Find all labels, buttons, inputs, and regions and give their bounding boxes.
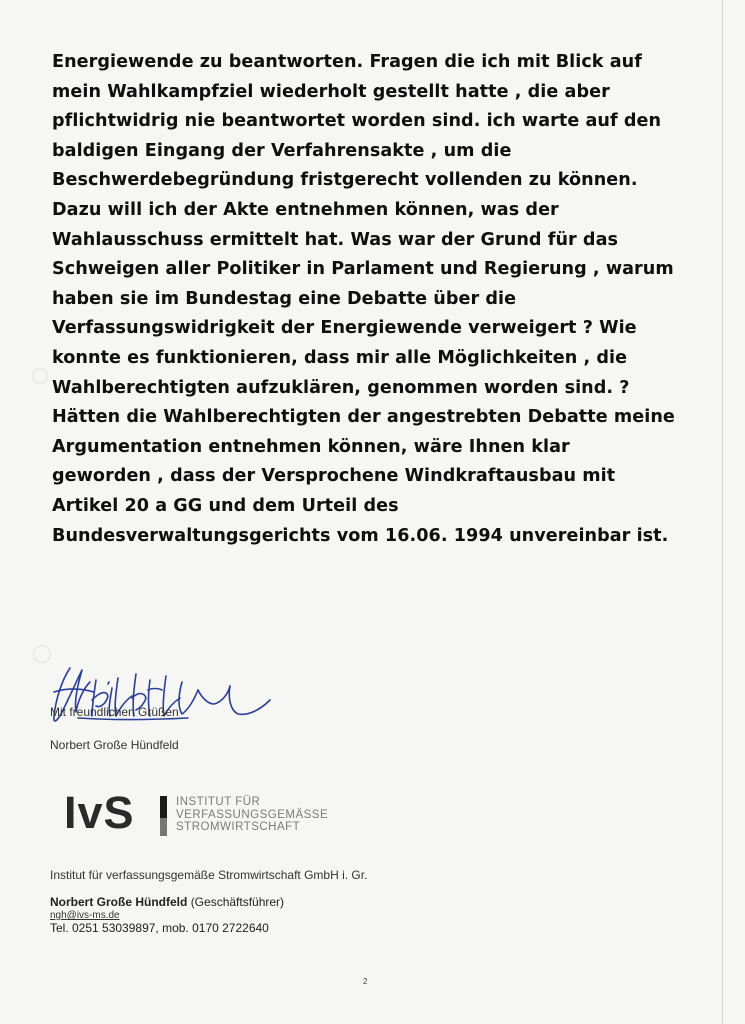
contact-phone: Tel. 0251 53039897, mob. 0170 2722640 <box>50 921 269 935</box>
contact-block <box>50 896 284 935</box>
letter-body <box>52 48 712 551</box>
body-line: Dazu will ich der Akte entnehmen können, was der <box>52 199 559 220</box>
body-line: Artikel 20 a GG und dem Urteil des <box>52 495 399 516</box>
ivs-logo <box>64 787 354 840</box>
logo-bar <box>160 818 167 836</box>
sender-name: Norbert Große Hündfeld <box>50 738 179 752</box>
body-line: Beschwerdebegründung fristgerecht vollenden zu können. <box>52 170 638 191</box>
logo-wordmark <box>176 796 328 834</box>
body-line: Verfassungswidrigkeit der Energiewende verweigert ? Wie <box>52 318 637 339</box>
closing-salutation: Mit freundlichen Grüßen <box>50 705 179 719</box>
page-number: 2 <box>363 977 368 986</box>
company-name: Institut für verfassungsgemäße Stromwirtschaft GmbH i. Gr. <box>50 868 368 882</box>
body-line: haben sie im Bundestag eine Debatte über die <box>52 288 517 309</box>
body-line: pflichtwidrig nie beantwortet worden sind. ich warte auf den <box>52 111 662 132</box>
body-line: mein Wahlkampfziel wiederholt gestellt hatte , die aber <box>52 81 610 102</box>
logo-word: INSTITUT FÜR <box>176 796 261 808</box>
body-line: Hätten die Wahlberechtigten der angestrebten Debatte meine <box>52 407 675 428</box>
logo-word: STROMWIRTSCHAFT <box>176 821 301 833</box>
body-line: Schweigen aller Politiker in Parlament und Regierung , warum <box>52 259 674 280</box>
body-line: Wahlausschuss ermittelt hat. Was war der Grund für das <box>52 229 619 250</box>
body-line: Bundesverwaltungsgerichts vom 16.06. 1994 unvereinbar ist. <box>52 525 669 546</box>
contact-name: Norbert Große Hündfeld <box>50 895 188 909</box>
body-line: Argumentation entnehmen können, wäre Ihnen klar <box>52 436 570 457</box>
logo-mark: IvS <box>64 787 135 838</box>
body-line: Wahlberechtigten aufzuklären, genommen worden sind. ? <box>52 377 630 398</box>
handwritten-signature <box>48 660 278 740</box>
body-line: baldigen Eingang der Verfahrensakte , um die <box>52 140 512 161</box>
body-line: konnte es funktionieren, dass mir alle Möglichkeiten , die <box>52 347 628 368</box>
contact-role: (Geschäftsführer) <box>190 895 285 909</box>
page-edge <box>722 0 723 1024</box>
contact-email[interactable]: ngh@ivs-ms.de <box>50 910 120 921</box>
logo-word: VERFASSUNGSGEMÄSSE <box>176 808 329 821</box>
punch-hole-mark <box>32 368 48 384</box>
body-line: Energiewende zu beantworten. Fragen die ich mit Blick auf <box>52 52 642 72</box>
body-line: geworden , dass der Versprochene Windkraftausbau mit <box>52 466 616 487</box>
contact-name-line <box>50 896 284 909</box>
